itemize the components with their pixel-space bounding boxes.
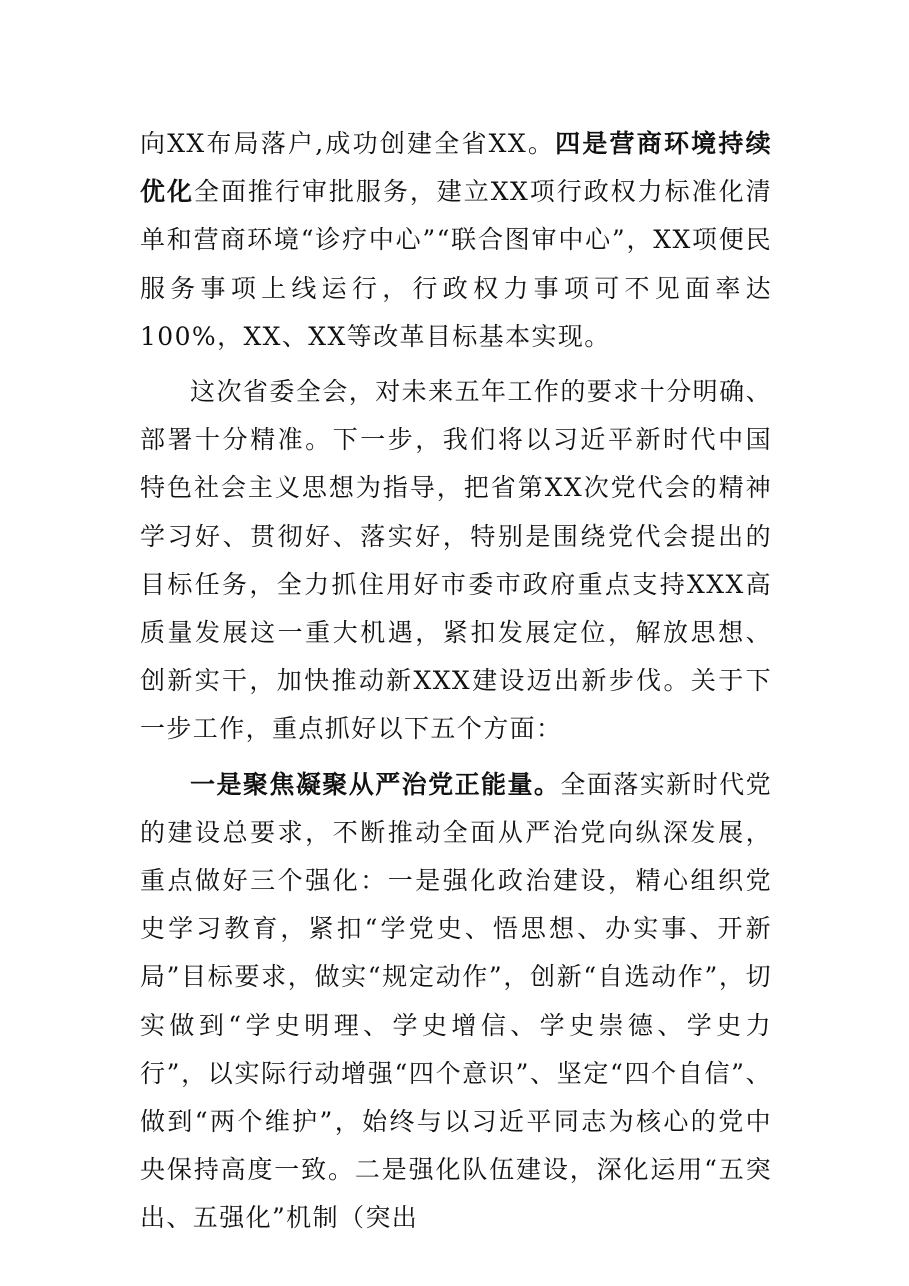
paragraph-3-run-2: 全面落实新时代党的建设总要求，不断推动全面从严治党向纵深发展，重点做好三个强化：一是强化政治建设，精心组织党史学习教育，紧扣“学党史、悟思想、办实事、开新局”目标要求，做实“规定动作”，创新“自选动作”，切实做到“学史明理、学史增信、学史崇德、学史力行”，以实际行动增强“四个意识”、坚定“四个自信”、做到“两个维护”，始终与以习近平同志为核心的党中央保持高度一致。二是强化队伍建设，深化运用“五突出、五强化”机制（突出 [140, 769, 773, 1233]
paragraph-1-run-3: 全面推行审批服务，建立XX项行政权力标准化清单和营商环境“诊疗中心”“联合图审中心”，XX项便民服务事项上线运行，行政权力事项可不见面率达100%，XX、XX等改革目标基本实现。 [140, 177, 772, 351]
paragraph-2-run-1: 这次省委全会，对未来五年工作的要求十分明确、部署十分精准。下一步，我们将以习近平新时代中国特色社会主义思想为指导，把省第XX次党代会的精神学习好、贯彻好、落实好，特别是围绕党代会提出的目标任务，全力抓住用好市委市政府重点支持XXX高质量发展这一重大机遇，紧扣发展定位，解放思想、创新实干，加快推动新XXX建设迈出新步伐。关于下一步工作，重点抓好以下五个方面： [140, 377, 772, 744]
paragraph-1 [140, 120, 772, 361]
paragraph-1-run-1: 向XX布局落户,成功创建全省XX。 [140, 129, 556, 158]
paragraph-3-heading-run: 一是聚焦凝聚从严治党正能量。 [190, 769, 561, 799]
paragraph-2 [140, 368, 772, 754]
document-body [140, 120, 772, 1250]
paragraph-1-heading-run: 四是营商环境持续优化 [140, 129, 772, 207]
paragraph-3 [140, 761, 772, 1243]
